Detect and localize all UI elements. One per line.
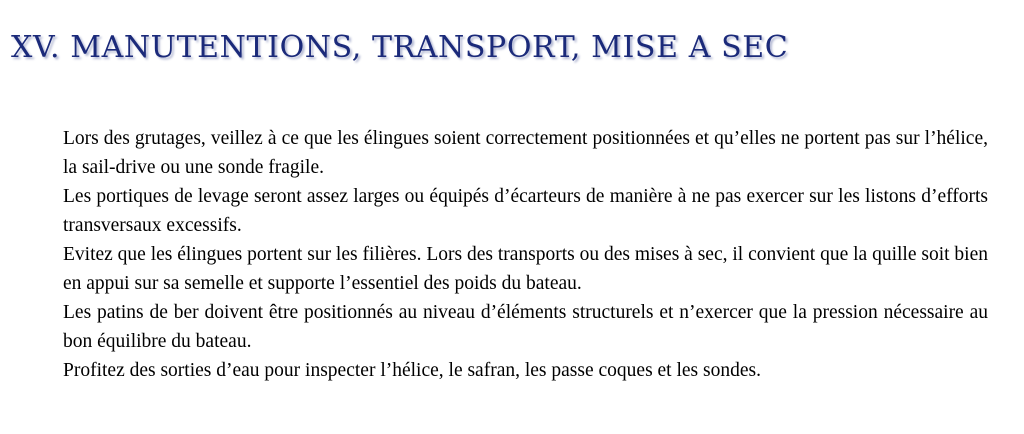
paragraph: Lors des grutages, veillez à ce que les élingues soient correctement positionnées et qu’elles ne portent pas sur l’hélice, la sail-drive ou une sonde fragile. — [63, 128, 988, 178]
paragraph: Profitez des sorties d’eau pour inspecter l’hélice, le safran, les passe coques et les sondes. — [63, 360, 761, 381]
paragraph: Les patins de ber doivent être positionnés au niveau d’éléments structurels et n’exercer que la pression nécessaire au bon équilibre du bateau. — [63, 302, 988, 352]
section-title: XV. MANUTENTIONS, TRANSPORT, MISE A SEC — [11, 30, 789, 65]
section-body — [63, 124, 988, 385]
paragraph: Les portiques de levage seront assez larges ou équipés d’écarteurs de manière à ne pas exercer sur les listons d’efforts transversaux excessifs. — [63, 186, 988, 236]
paragraph: Evitez que les élingues portent sur les filières. Lors des transports ou des mises à sec, il convient que la quille soit bien en appui sur sa semelle et supporte l’essentiel des poids du bateau. — [63, 244, 988, 294]
